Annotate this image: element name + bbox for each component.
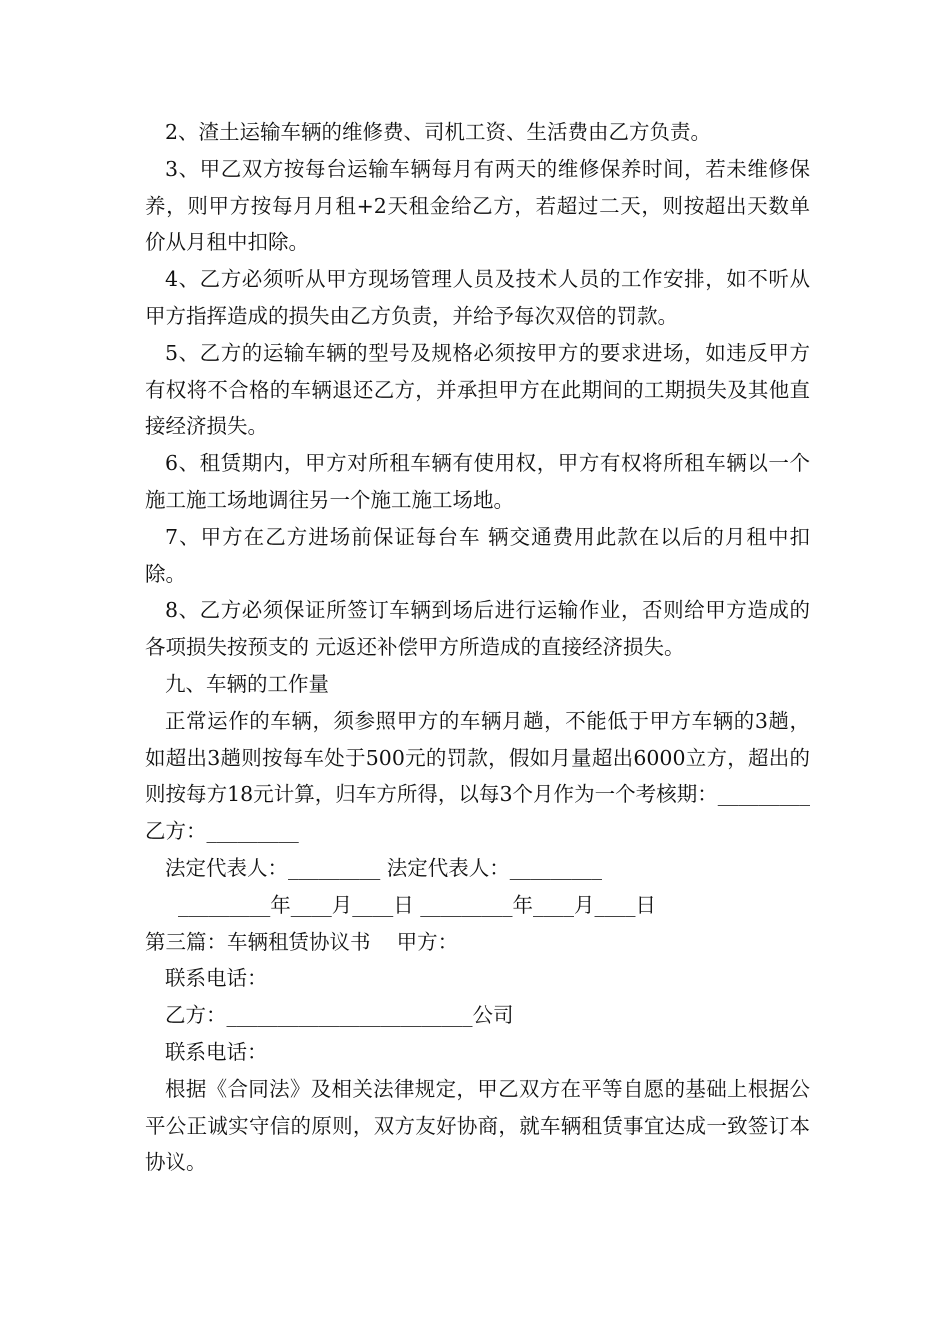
paragraph-transport-fee: 7、甲方在乙方进场前保证每台车 辆交通费用此款在以后的月租中扣除。 <box>145 524 810 586</box>
paragraph-work-arrangement: 4、乙方必须听从甲方现场管理人员及技术人员的工作安排，如不听从甲方指挥造成的损失由乙方负责，并给予每次双倍的罚款。 <box>145 267 810 328</box>
paragraph-maintenance-costs: 2、渣土运输车辆的维修费、司机工资、生活费由乙方负责。 <box>165 120 712 144</box>
paragraph-usage-rights: 6、租赁期内，甲方对所租车辆有使用权，甲方有权将所租车辆以一个施工施工场地调往另一个施工施工场地。 <box>145 451 810 512</box>
party-b-company: 乙方：________________________公司 <box>165 1003 514 1028</box>
paragraph-workload-terms: 正常运作的车辆，须参照甲方的车辆月趟，不能低于甲方车辆的3趟，如超出3趟则按每车处于500元的罚款，假如月量超出6000立方，超出的则按每方18元计算，归车方所得，以每3个月作为一个考核期：_________ 乙方：_________ <box>145 708 810 844</box>
section-heading-workload: 九、车辆的工作量 <box>165 671 329 696</box>
signature-legal-representatives: 法定代表人：_________ 法定代表人：_________ <box>165 855 603 880</box>
party-a-phone: 联系电话： <box>165 966 268 991</box>
paragraph-compensation: 8、乙方必须保证所签订车辆到场后进行运输作业，否则给甲方造成的各项损失按预支的 元返还补偿甲方所造成的直接经济损失。 <box>145 598 810 660</box>
document-page <box>145 114 810 1181</box>
paragraph-maintenance-time: 3、甲乙双方按每台运输车辆每月有两天的维修保养时间，若未维修保养，则甲方按每月月租+2天租金给乙方，若超过二天，则按超出天数单价从月租中扣除。 <box>145 156 810 255</box>
party-b-phone: 联系电话： <box>165 1039 268 1064</box>
paragraph-vehicle-specs: 5、乙方的运输车辆的型号及规格必须按甲方的要求进场，如违反甲方有权将不合格的车辆退还乙方，并承担甲方在此期间的工期损失及其他直接经济损失。 <box>145 340 810 439</box>
signature-dates: _________年____月____日 _________年____月____日 <box>165 892 657 917</box>
paragraph-preamble: 根据《合同法》及相关法律规定，甲乙双方在平等自愿的基础上根据公平公正诚实守信的原则，双方友好协商，就车辆租赁事宜达成一致签订本协议。 <box>145 1076 810 1175</box>
agreement-title: 第三篇：车辆租赁协议书 甲方： <box>145 929 459 954</box>
